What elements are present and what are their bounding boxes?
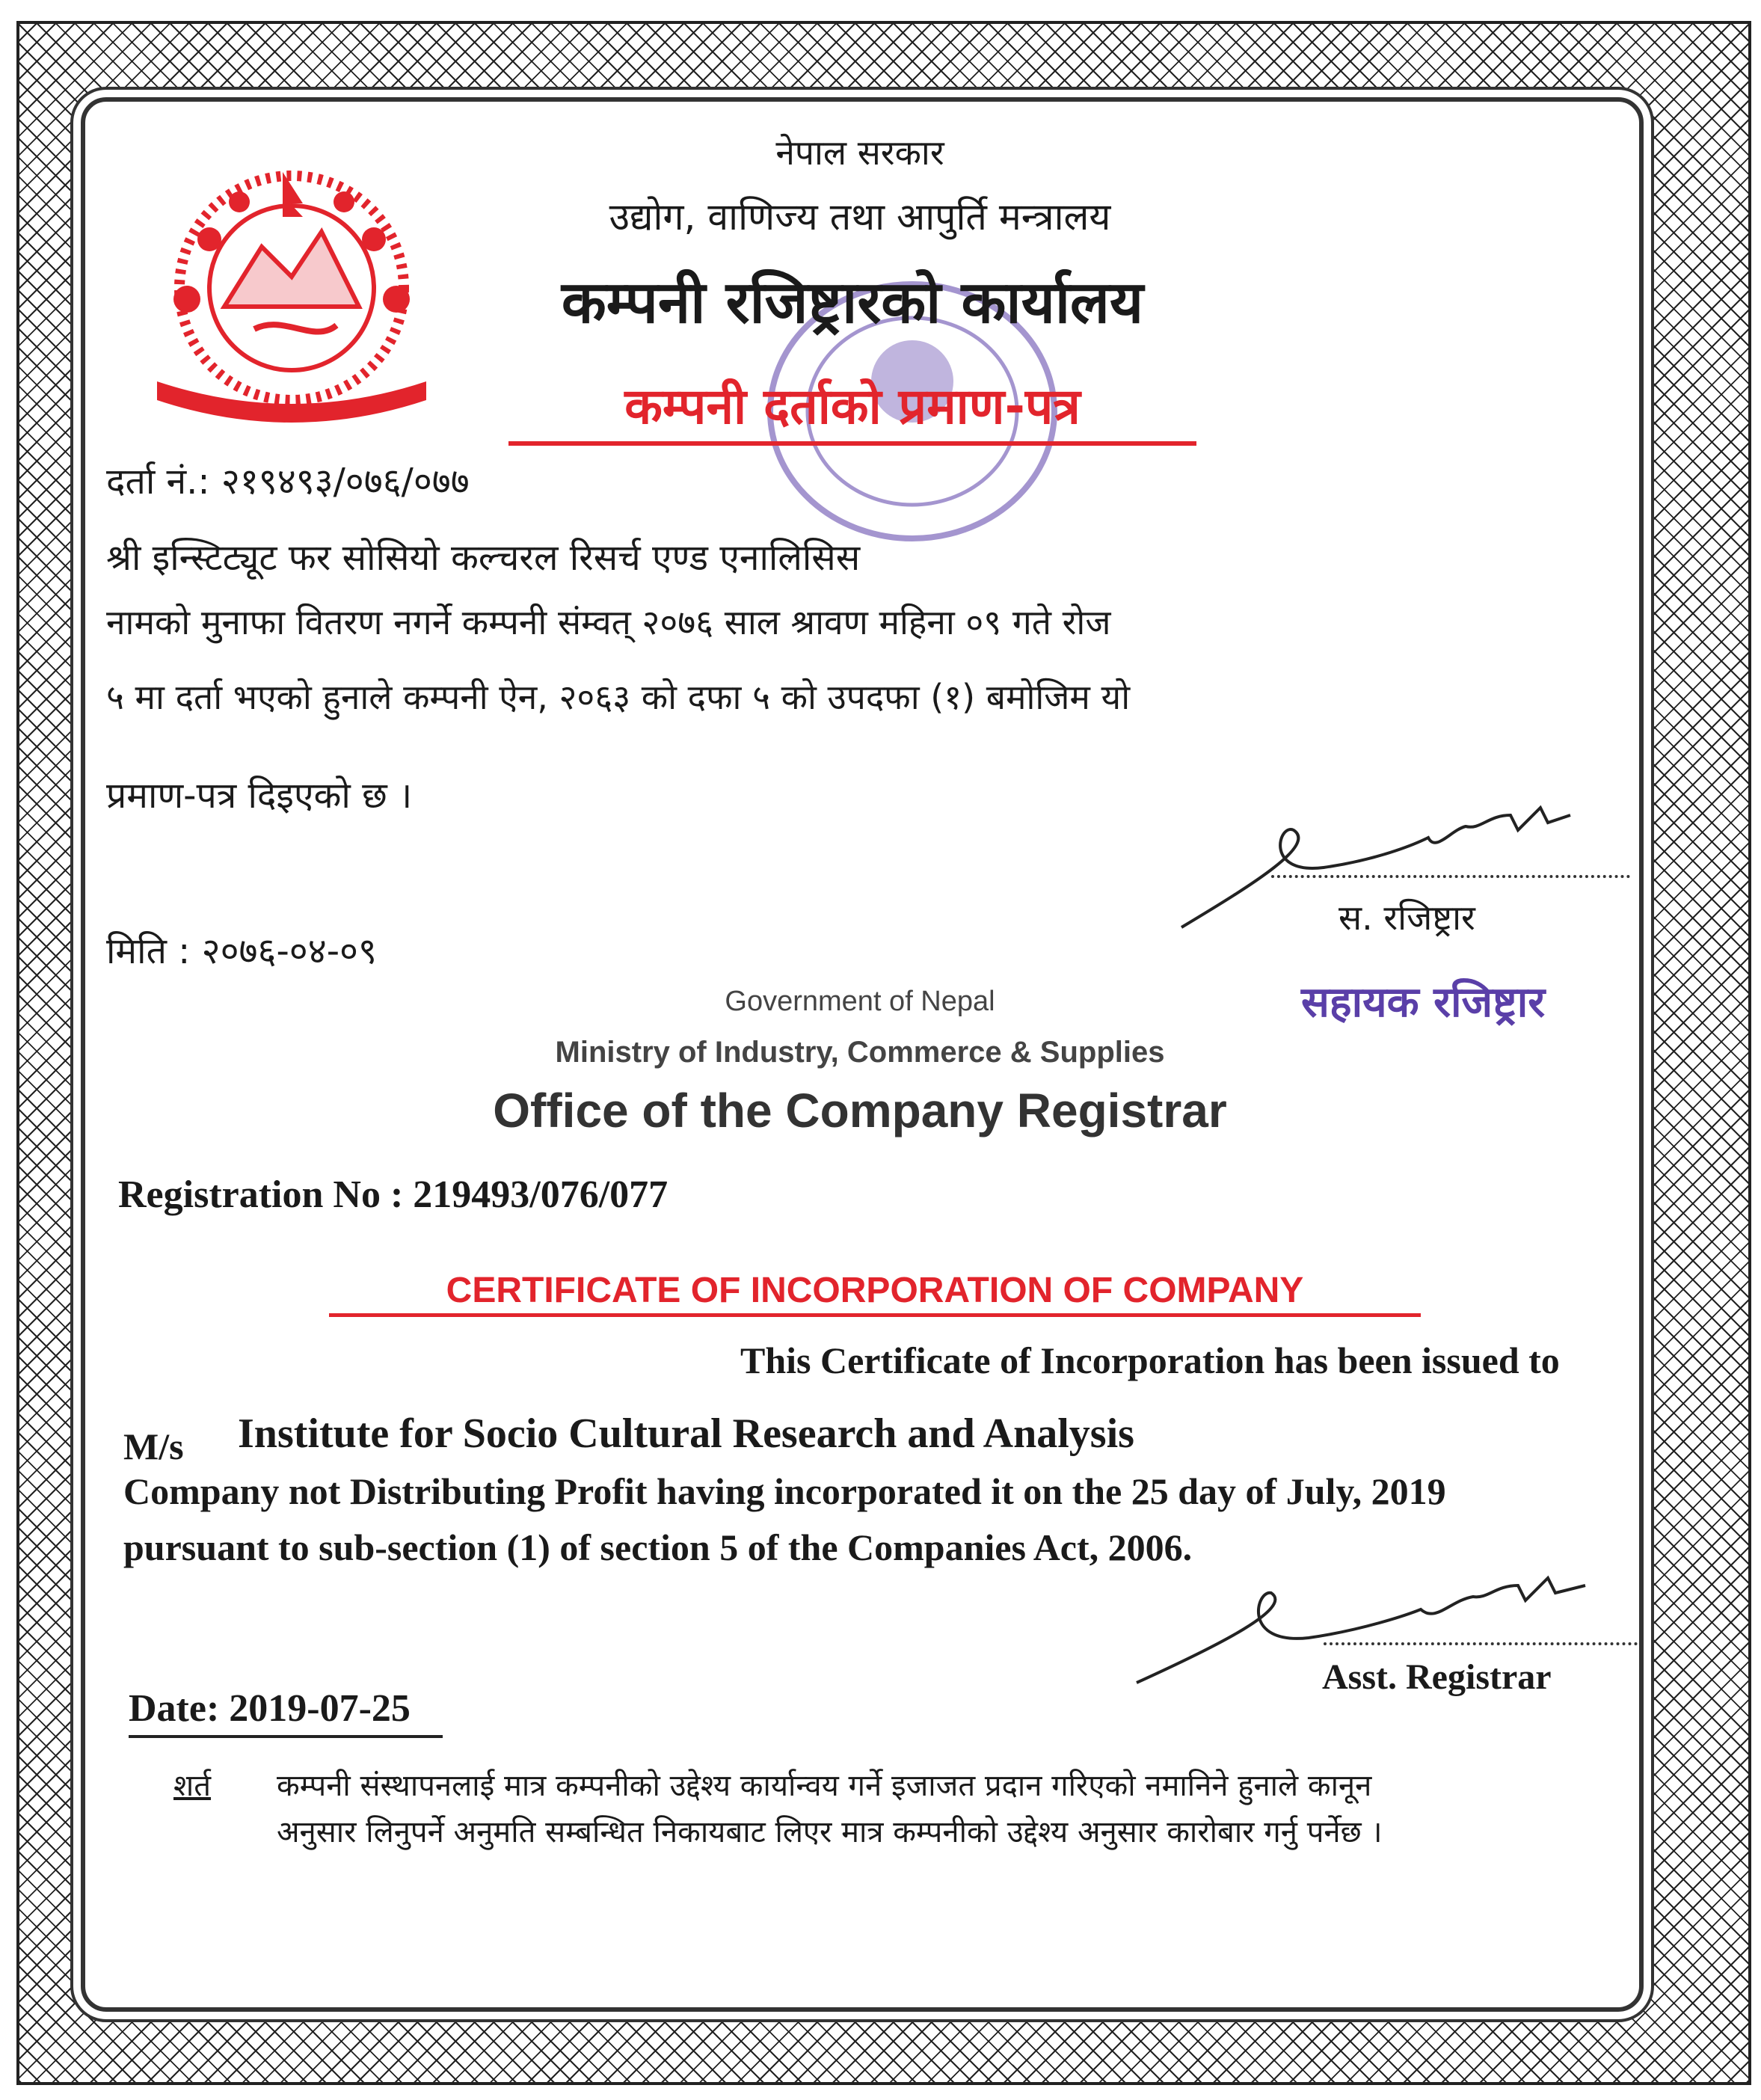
np-body-line-3: प्रमाण-पत्र दिइएको छ । (106, 775, 413, 817)
np-body-line-2: ५ मा दर्ता भएको हुनाले कम्पनी ऐन, २०६३ को दफा ५ को उपदफा (१) बमोजिम यो (106, 677, 1131, 717)
en-body-line-2: pursuant to sub-section (1) of section 5 of the Companies Act, 2006. (123, 1526, 1193, 1568)
en-date: Date: 2019-07-25 (129, 1687, 411, 1730)
date-underline (129, 1735, 443, 1738)
np-assistant-registrar-stamp: सहायक रजिष्ट्रार (1301, 978, 1546, 1027)
en-government-heading: Government of Nepal (725, 986, 995, 1017)
np-certificate-title: कम्पनी दर्ताको प्रमाण-पत्र (508, 371, 1196, 446)
np-government-heading: नेपाल सरकार (775, 132, 944, 173)
en-signature-line (1324, 1642, 1638, 1645)
np-signatory-title: स. रजिष्ट्रार (1339, 897, 1475, 938)
np-signature-line (1271, 875, 1630, 878)
en-registration-number: Registration No : 219493/076/077 (118, 1173, 669, 1216)
np-office-heading: कम्पनी रजिष्ट्रारको कार्यालय (561, 269, 1144, 337)
en-company-name: Institute for Socio Cultural Research and Analysis (238, 1410, 1134, 1457)
certificate-title-underline (329, 1313, 1421, 1317)
en-signatory-title: Asst. Registrar (1322, 1657, 1552, 1697)
np-company-name: श्री इन्स्टिट्यूट फर सोसियो कल्चरल रिसर्च एण्ड एनालिसिस (106, 537, 861, 579)
en-ministry-heading: Ministry of Industry, Commerce & Supplies (555, 1036, 1165, 1069)
en-body-line-1: Company not Distributing Profit having incorporated it on the 25 day of July, 2019 (123, 1470, 1446, 1512)
condition-line-2: अनुसार लिनुपर्ने अनुमति सम्बन्धित निकायबाट लिएर मात्र कम्पनीको उद्देश्य अनुसार कारोबार गर्नु पर्नेछ । (277, 1815, 1383, 1849)
np-registration-number: दर्ता नं.: २१९४९३/०७६/०७७ (106, 461, 470, 503)
np-body-line-1: नामको मुनाफा वितरण नगर्ने कम्पनी संम्वत् २०७६ साल श्रावण महिना ०९ गते रोज (106, 602, 1111, 642)
np-date: मिति : २०७६-०४-०९ (106, 930, 377, 972)
en-certificate-title: CERTIFICATE OF INCORPORATION OF COMPANY (446, 1271, 1304, 1310)
condition-line-1: कम्पनी संस्थापनलाई मात्र कम्पनीको उद्देश्य कार्यान्वय गर्ने इजाजत प्रदान गरिएको नमानिने हुनाले कानून (277, 1769, 1372, 1803)
np-ministry-heading: उद्योग, वाणिज्य तथा आपुर्ति मन्त्रालय (609, 195, 1111, 239)
en-ms-prefix: M/s (123, 1425, 184, 1467)
condition-label: शर्त (173, 1769, 211, 1803)
en-issued-to: This Certificate of Incorporation has been issued to (740, 1339, 1560, 1381)
en-office-heading: Office of the Company Registrar (493, 1084, 1227, 1138)
